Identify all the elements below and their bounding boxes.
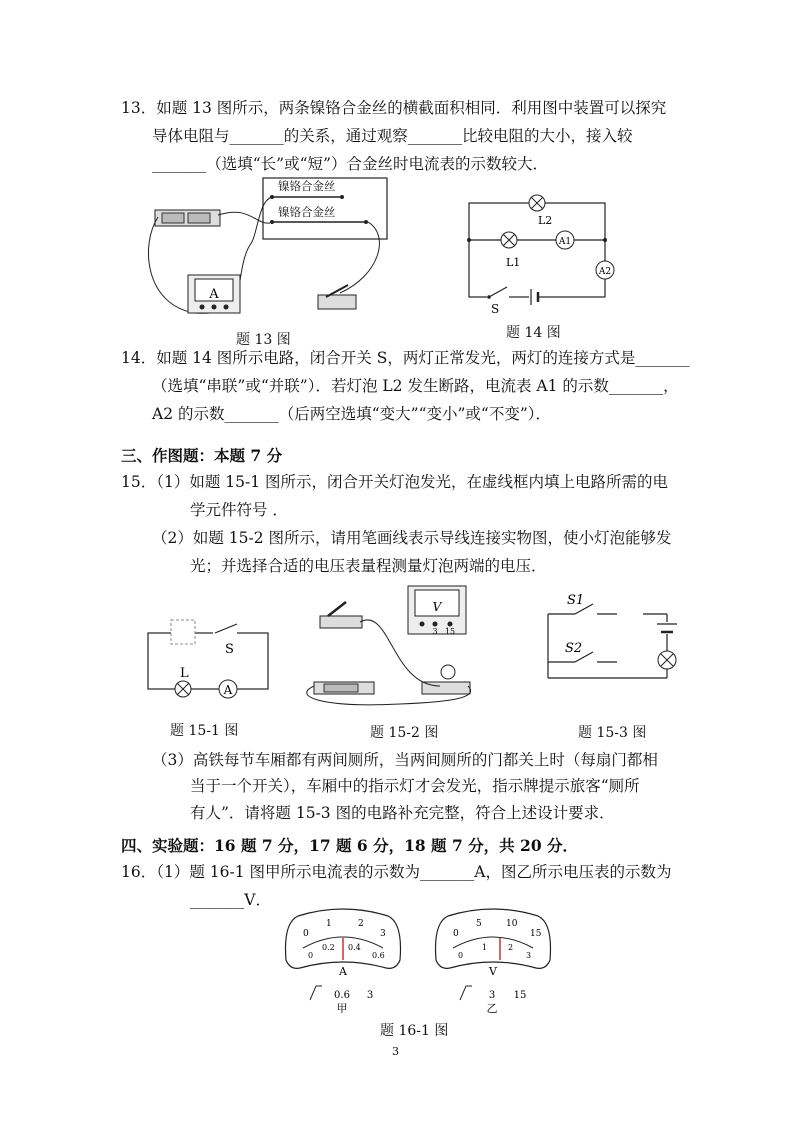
ammeter-label: A: [209, 287, 219, 302]
amm-unit: A: [339, 965, 347, 978]
figure-15-2: [300, 576, 490, 706]
wire-label-1: 镍铬合金丝: [278, 179, 336, 193]
label-fig2-15: 15: [444, 627, 456, 636]
amm-top-1: 1: [326, 919, 332, 929]
figure-16-1: [278, 908, 568, 1018]
figure-15-1: [145, 610, 275, 695]
volt-top-1: 5: [476, 919, 482, 929]
q15-line-5: （3）高铁每节车厢都有两间厕所，当两间厕所的门都关上时（每扇门都相: [152, 751, 658, 769]
amm-t1: 0.6: [334, 990, 350, 1001]
amm-t2: 3: [366, 990, 374, 1001]
caption-fig-15-1: 题 15-1 图: [170, 723, 239, 739]
volt-name: 乙: [486, 1002, 498, 1015]
volt-t2: 15: [513, 990, 527, 1001]
volt-top-3: 15: [530, 929, 542, 939]
label-S2: S2: [565, 641, 583, 656]
caption-fig-16-1: 题 16-1 图: [380, 1023, 449, 1039]
q14-line-3: A2 的示数_______（后两空选填“变大”“变小”或“不变”）．: [152, 405, 552, 423]
q14-line-2: （选填“串联”或“并联”）．若灯泡 L2 发生断路，电流表 A1 的示数_______，: [152, 377, 679, 395]
volt-unit: V: [489, 965, 497, 978]
label-fig2-3: 3: [432, 627, 438, 636]
q15-line-1: 15．（1）如题 15-1 图所示，闭合开关灯泡发光，在虚线框内填上电路所需的电: [121, 473, 669, 491]
volt-t1: 3: [488, 990, 496, 1001]
label-fig1-L: L: [180, 666, 189, 681]
label-S: S: [491, 302, 500, 316]
q15-line-3: （2）如题 15-2 图所示，请用笔画线表示导线连接实物图，使小灯泡能够发: [152, 529, 672, 547]
q13-line-3: _______（选填“长”或“短”）合金丝时电流表的示数较大．: [152, 155, 548, 173]
figure-15-3: [545, 590, 675, 700]
section-3-title: 三、作图题：本题 7 分: [121, 446, 283, 465]
figure-14: [465, 195, 625, 316]
volt-top-2: 10: [506, 919, 518, 929]
voltmeter-dial: [436, 909, 551, 1015]
q15-line-4: 光；并选择合适的电压表量程测量灯泡两端的电压．: [190, 557, 547, 575]
volt-bot-0: 0: [458, 951, 464, 960]
caption-fig-14: 题 14 图: [506, 325, 561, 341]
page-number: 3: [392, 1045, 399, 1058]
q13-line-2: 导体电阻与_______的关系，通过观察_______比较电阻的大小，接入较: [152, 127, 633, 145]
label-fig2-V: V: [432, 600, 442, 614]
q15-line-7: 有人”．请将题 15-3 图的电路补充完整，符合上述设计要求．: [190, 804, 615, 822]
label-A2: A2: [598, 267, 612, 277]
q15-line-2: 学元件符号 ．: [190, 501, 288, 519]
ammeter-dial: [286, 909, 401, 1015]
label-L1: L1: [506, 256, 521, 269]
volt-bot-2: 2: [508, 943, 514, 952]
label-A1: A1: [558, 237, 572, 247]
caption-fig-13: 题 13 图: [236, 332, 291, 348]
amm-bot-0: 0: [308, 951, 314, 960]
amm-bot-1: 0.2: [322, 943, 335, 952]
caption-fig-15-2: 题 15-2 图: [370, 725, 439, 741]
figure-13: [140, 175, 400, 325]
amm-name: 甲: [336, 1002, 348, 1015]
volt-top-0: 0: [453, 929, 459, 939]
q13-line-1: 13．如题 13 图所示，两条镍铬合金丝的横截面积相同．利用图中装置可以探究: [121, 99, 667, 117]
label-fig1-S: S: [225, 642, 234, 657]
amm-top-0: 0: [303, 929, 309, 939]
q14-line-1: 14．如题 14 图所示电路，闭合开关 S，两灯正常发光，两灯的连接方式是_______: [121, 349, 690, 367]
amm-bot-2: 0.4: [348, 943, 361, 952]
label-L2: L2: [538, 214, 553, 227]
volt-bot-3: 3: [526, 951, 532, 960]
label-fig1-A: A: [223, 683, 233, 697]
section-4-title: 四、实验题：16 题 7 分，17 题 6 分，18 题 7 分，共 20 分．: [121, 836, 578, 855]
volt-bot-1: 1: [482, 943, 488, 952]
amm-top-3: 3: [380, 929, 386, 939]
q16-line-2: _______V．: [190, 891, 271, 909]
wire-label-2: 镍铬合金丝: [278, 205, 336, 219]
amm-top-2: 2: [358, 919, 364, 929]
q16-line-1: 16．（1）题 16-1 图甲所示电流表的示数为_______A，图乙所示电压表的示数为: [121, 863, 672, 881]
caption-fig-15-3: 题 15-3 图: [578, 725, 647, 741]
amm-bot-3: 0.6: [372, 951, 385, 960]
label-S1: S1: [567, 593, 585, 608]
q15-line-6: 当于一个开关），车厢中的指示灯才会发光，指示牌提示旅客“厕所: [190, 777, 640, 795]
